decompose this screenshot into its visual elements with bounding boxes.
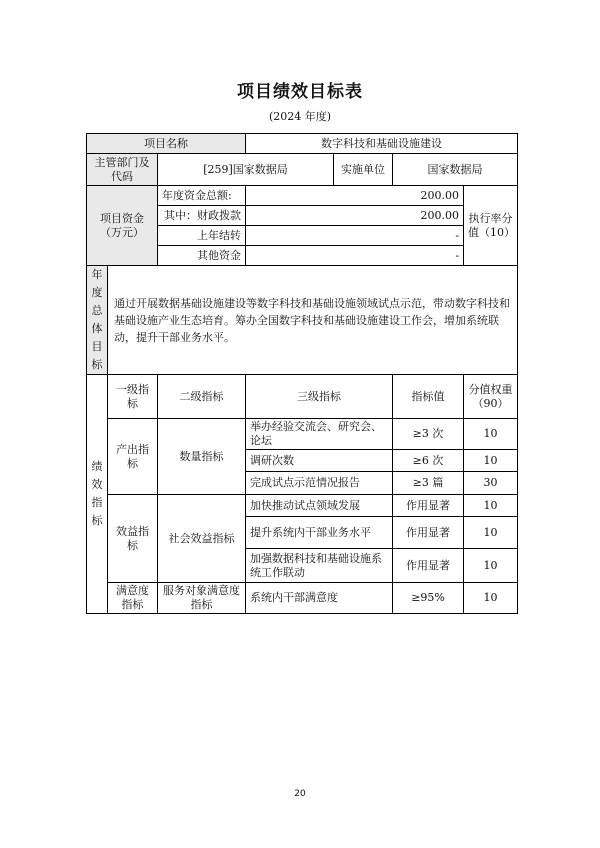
project-name-row [87,134,518,154]
level2-service-satisfaction: 服务对象满意度指标 [158,583,246,614]
indicator-name: 系统内干部满意度 [246,583,393,614]
page-title: 项目绩效目标表 [237,82,363,102]
indicator-weight: 10 [464,549,518,583]
indicator-weight: 30 [464,472,518,495]
indicator-weight: 10 [464,495,518,517]
page-subtitle: (2024 年度) [268,110,332,123]
funds-carryover-label: 上年结转 [158,226,246,246]
annual-goal-row [87,266,518,375]
annual-goal-text: 通过开展数据基础设施建设等数字科技和基础设施领域试点示范，带动数字科技和基础设施产业生态培育。筹办全国数字科技和基础设施建设工作会，增加系统联动，提升干部业务水平。 [108,266,518,375]
funds-carryover-value: - [246,226,464,246]
department-label: 主管部门及代码 [87,154,158,186]
department-row [87,154,518,186]
indicator-name: 加强数据科技和基础设施系统工作联动 [246,549,393,583]
header-level3: 三级指标 [246,375,393,419]
indicator-weight: 10 [464,450,518,472]
table-row [87,419,518,450]
funds-other-label: 其他资金 [158,246,246,266]
indicator-name: 举办经验交流会、研究会、论坛 [246,419,393,450]
funds-total-value: 200.00 [246,186,464,206]
funds-other-value: - [246,246,464,266]
department-value: [259]国家数据局 [158,154,334,186]
funds-label: 项目资金（万元） [87,186,158,266]
header-value: 指标值 [393,375,464,419]
header-level2: 二级指标 [158,375,246,419]
indicator-value: ≥95% [393,583,464,614]
level1-benefit: 效益指标 [108,495,158,583]
level2-quantity: 数量指标 [158,419,246,495]
executing-unit-label: 实施单位 [334,154,393,186]
page-number: 20 [294,789,306,799]
funds-row-total [87,186,518,206]
table-row [87,583,518,614]
level1-satisfaction: 满意度指标 [108,583,158,614]
header-level1: 一级指标 [108,375,158,419]
indicator-value: ≥6 次 [393,450,464,472]
indicator-name: 完成试点示范情况报告 [246,472,393,495]
execution-rate-score: 执行率分值（10） [464,186,518,266]
indicator-name: 提升系统内干部业务水平 [246,517,393,549]
executing-unit-value: 国家数据局 [393,154,518,186]
funds-fiscal-value: 200.00 [246,206,464,226]
annual-goal-label: 年度总体目标 [87,266,108,375]
indicator-value: ≥3 篇 [393,472,464,495]
indicator-value: 作用显著 [393,495,464,517]
indicator-name: 加快推动试点领域发展 [246,495,393,517]
indicators-label: 绩效指标 [87,375,108,614]
header-weight: 分值权重（90） [464,375,518,419]
table-row [87,495,518,517]
level2-social-benefit: 社会效益指标 [158,495,246,583]
indicator-value: ≥3 次 [393,419,464,450]
indicator-name: 调研次数 [246,450,393,472]
indicator-value: 作用显著 [393,549,464,583]
indicator-weight: 10 [464,517,518,549]
project-name-label: 项目名称 [87,134,246,154]
funds-total-label: 年度资金总额: [158,186,246,206]
indicator-header-row [87,375,518,419]
funds-fiscal-label: 其中：财政拨款 [158,206,246,226]
level1-output: 产出指标 [108,419,158,495]
performance-table [86,133,518,614]
indicator-weight: 10 [464,419,518,450]
project-name-value: 数字科技和基础设施建设 [246,134,518,154]
indicator-weight: 10 [464,583,518,614]
indicator-value: 作用显著 [393,517,464,549]
